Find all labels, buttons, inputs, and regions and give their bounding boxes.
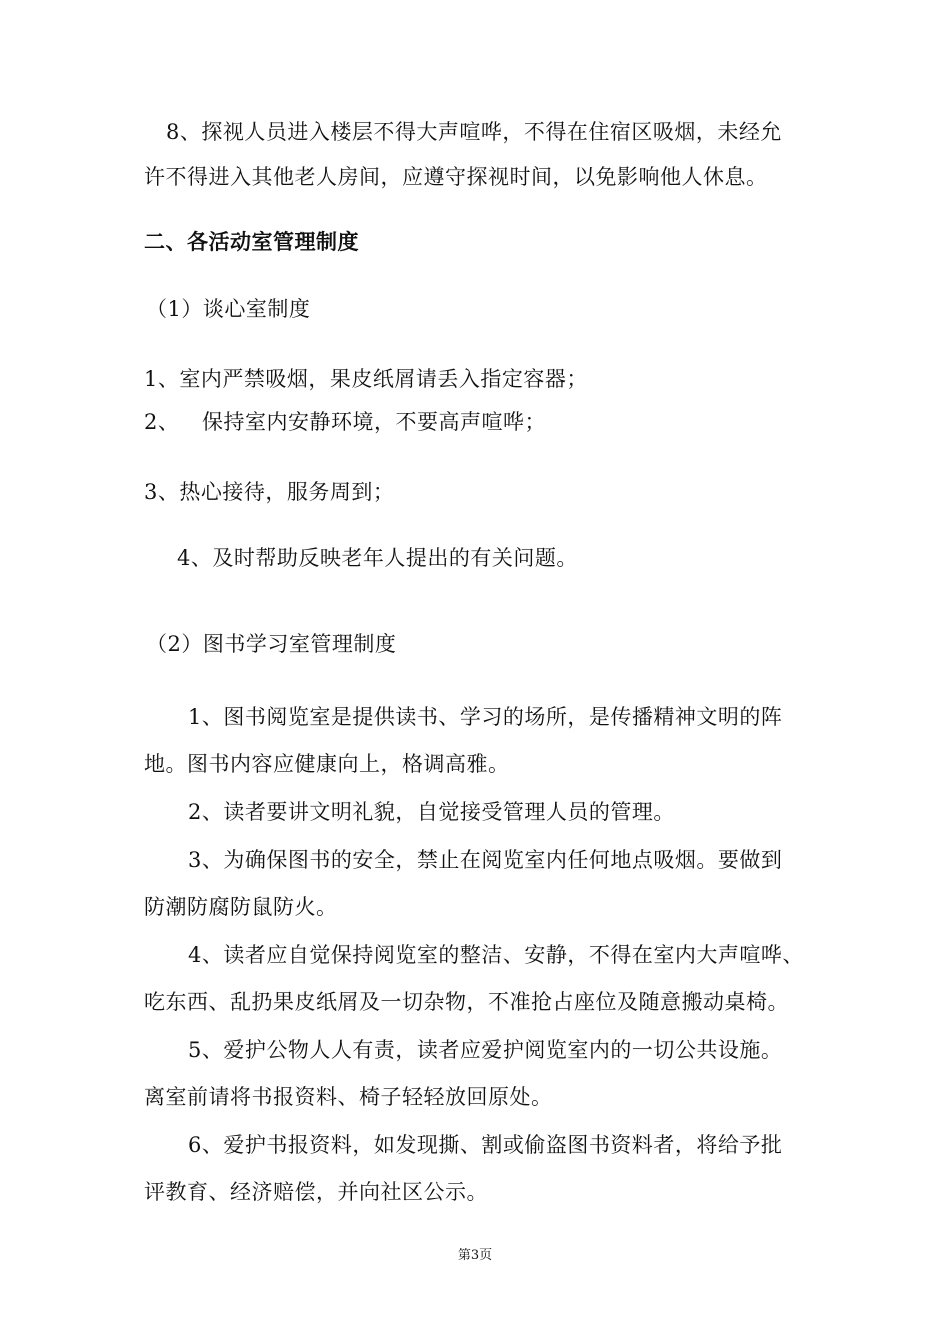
- list-item: 1、室内严禁吸烟，果皮纸屑请丢入指定容器；: [144, 367, 588, 391]
- paragraph-line: 4、读者应自觉保持阅览室的整洁、安静，不得在室内大声喧哗、: [188, 943, 804, 967]
- list-item-number: 2、: [144, 410, 180, 434]
- paragraph-line: 离室前请将书报资料、椅子轻轻放回原处。: [144, 1085, 553, 1109]
- paragraph-line: 地。图书内容应健康向上，格调高雅。: [144, 752, 510, 776]
- list-item: 保持室内安静环境，不要高声喧哗；: [202, 410, 546, 434]
- list-item: 3、热心接待，服务周到；: [144, 480, 395, 504]
- section-heading: 二、各活动室管理制度: [144, 230, 359, 254]
- paragraph-line: 6、爱护书报资料，如发现撕、割或偷盗图书资料者，将给予批: [188, 1133, 783, 1157]
- paragraph-line: 5、爱护公物人人有责，读者应爱护阅览室内的一切公共设施。: [188, 1038, 783, 1062]
- paragraph-line: 吃东西、乱扔果皮纸屑及一切杂物，不准抢占座位及随意搬动桌椅。: [144, 990, 789, 1014]
- paragraph-line: 8、探视人员进入楼层不得大声喧哗，不得在住宿区吸烟，未经允: [166, 120, 782, 144]
- paragraph-line: 防潮防腐防鼠防火。: [144, 895, 338, 919]
- paragraph-line: 2、读者要讲文明礼貌，自觉接受管理人员的管理。: [188, 800, 675, 824]
- page-number: 第3页: [457, 1248, 493, 1263]
- list-item: 4、及时帮助反映老年人提出的有关问题。: [177, 546, 578, 570]
- subsection-heading: （2）图书学习室管理制度: [146, 632, 397, 656]
- paragraph-line: 许不得进入其他老人房间，应遵守探视时间，以免影响他人休息。: [144, 165, 768, 189]
- subsection-heading: （1）谈心室制度: [146, 297, 311, 321]
- paragraph-line: 1、图书阅览室是提供读书、学习的场所，是传播精神文明的阵: [188, 705, 783, 729]
- paragraph-line: 评教育、经济赔偿，并向社区公示。: [144, 1180, 488, 1204]
- paragraph-line: 3、为确保图书的安全，禁止在阅览室内任何地点吸烟。要做到: [188, 848, 783, 872]
